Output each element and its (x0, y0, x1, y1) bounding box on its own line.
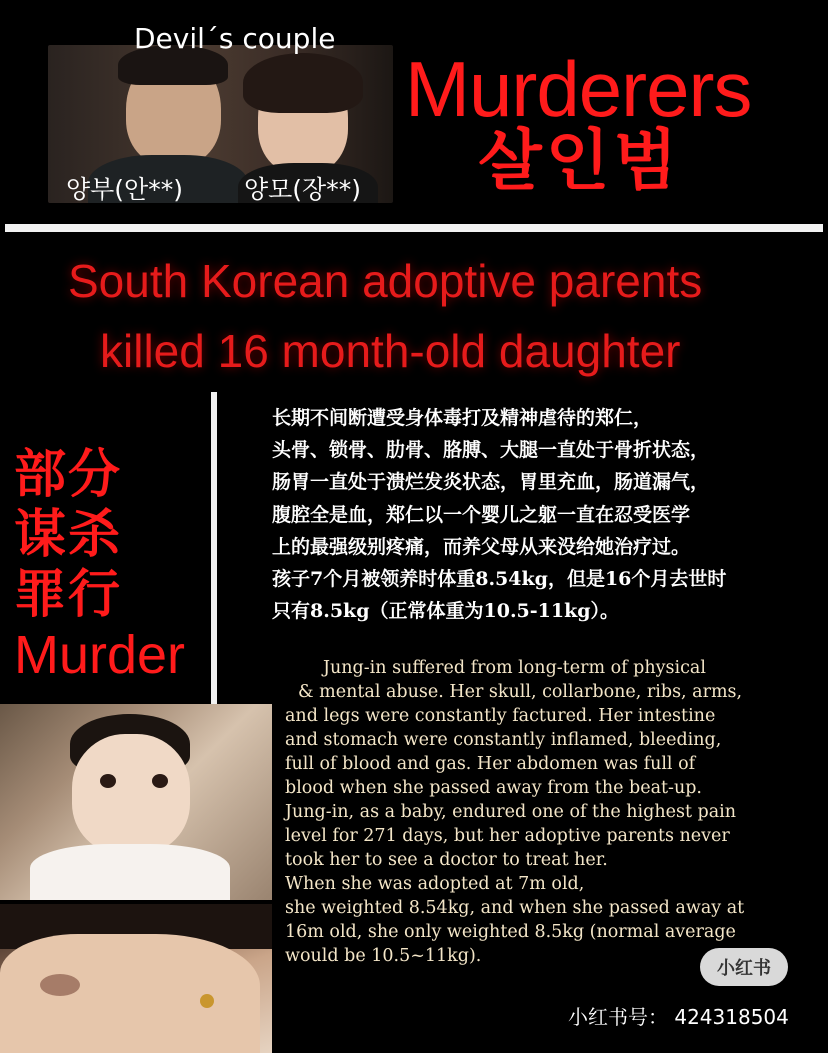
english-line: and legs were constantly factured. Her intestine (285, 706, 716, 726)
english-line: and stomach were constantly inflamed, bleeding, (285, 730, 722, 750)
crime-label-murder: Murder (14, 625, 186, 685)
baby-photo-top (0, 704, 272, 900)
chinese-line: 只有8.5kg（正常体重为10.5-11kg）。 (272, 600, 620, 623)
crime-label (14, 445, 185, 685)
account-id-watermark: 小红书号： 424318504 (568, 1005, 789, 1029)
headline-line-2: killed 16 month-old daughter (100, 325, 681, 377)
english-line: When she was adopted at 7m old, (285, 874, 585, 894)
english-line: Jung-in suffered from long-term of physical (323, 658, 706, 678)
chinese-line: 孩子7个月被领养时体重8.54kg，但是16个月去世时 (272, 568, 727, 591)
crime-label-line-2: 谋杀 (14, 505, 123, 565)
vertical-divider (211, 392, 217, 704)
english-line: Jung-in, as a baby, endured one of the highest pain (285, 802, 737, 822)
english-paragraph (285, 656, 820, 968)
english-line: 16m old, she only weighted 8.5kg (normal average (285, 922, 736, 942)
murderers-korean-title: 살인범 (478, 122, 682, 199)
english-line: full of blood and gas. Her abdomen was full of (285, 754, 696, 774)
english-line: blood when she passed away from the beat-up. (285, 778, 702, 798)
devils-couple-title: Devil´s couple (134, 22, 336, 55)
chinese-line: 肠胃一直处于溃烂发炎状态，胃里充血，肠道漏气， (272, 471, 710, 494)
chinese-paragraph (272, 402, 824, 627)
chinese-line: 腹腔全是血，郑仁以一个婴儿之躯一直在忍受医学 (272, 503, 691, 526)
chinese-line: 上的最强级别疼痛，而养父母从来没给她治疗过。 (272, 535, 691, 558)
english-line: she weighted 8.54kg, and when she passed away at (285, 898, 745, 918)
chinese-line: 长期不间断遭受身体毒打及精神虐待的郑仁， (272, 407, 653, 429)
english-line: took her to see a doctor to treat her. (285, 850, 608, 870)
crime-label-line-3: 罪行 (14, 565, 123, 625)
adoptive-father-caption: 양부(안**) (66, 175, 183, 204)
english-line: level for 271 days, but her adoptive parents never (285, 826, 730, 846)
xiaohongshu-logo: 小红书 (700, 948, 788, 986)
crime-label-line-1: 部分 (14, 445, 123, 505)
adoptive-mother-caption: 양모(장**) (244, 175, 361, 204)
chinese-line: 头骨、锁骨、肋骨、胳膊、大腿一直处于骨折状态， (272, 439, 710, 462)
horizontal-divider (5, 224, 823, 232)
english-line: & mental abuse. Her skull, collarbone, ribs, arms, (298, 682, 743, 702)
headline-line-1: South Korean adoptive parents (68, 255, 703, 307)
murderers-title: Murderers (405, 45, 752, 133)
baby-photo-bottom (0, 904, 272, 1053)
english-line: would be 10.5~11kg). (285, 946, 482, 966)
